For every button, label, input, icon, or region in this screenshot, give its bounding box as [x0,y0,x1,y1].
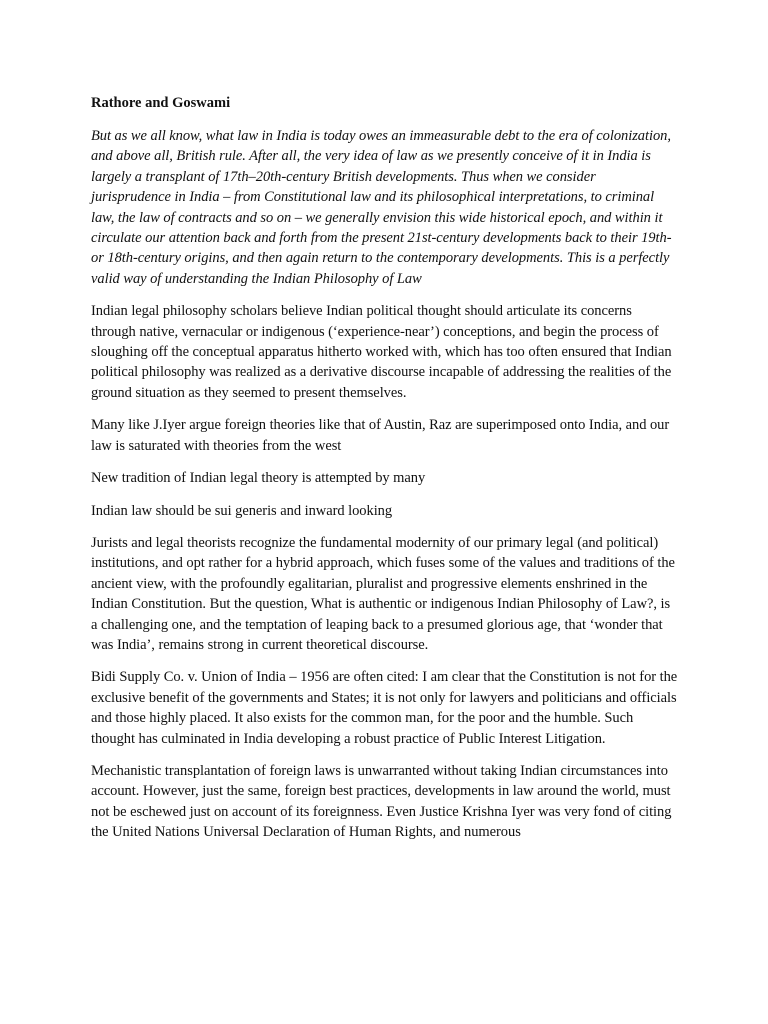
body-paragraph: Many like J.Iyer argue foreign theories like that of Austin, Raz are superimposed onto India, and our law is saturated with theories from the west [91,417,670,454]
document-heading: Rathore and Goswami [91,95,231,111]
body-paragraph: Jurists and legal theorists recognize the fundamental modernity of our primary legal (and political) institutions, and opt rather for a hybrid approach, which fuses some of the values and traditions of the ancient view, with the profoundly egalitarian, pluralist and progressive elements enshrined in the Indian Constitution. But the question, What is authentic or indigenous Indian Philosophy of Law?, is a challenging one, and the temptation of leaping back to a presumed glorious age, that ‘wonder that was India’, remains strong in current theoretical discourse. [91,534,675,653]
body-paragraph: Bidi Supply Co. v. Union of India – 1956 are often cited: I am clear that the Constitution is not for the exclusive benefit of the governments and States; it is not only for lawyers and politicians and officials and those highly placed. It also exists for the common man, for the poor and the humble. Such thought has culminated in India developing a robust practice of Public Interest Litigation. [91,669,678,747]
body-paragraph: Indian legal philosophy scholars believe Indian political thought should articulate its concerns through native, vernacular or indigenous (‘experience-near’) conceptions, and begin the process of sloughing off the conceptual apparatus hitherto worked with, which has too often ensured that Indian political philosophy was realized as a derivative discourse incapable of addressing the realities of the ground situation as they seemed to present themselves. [91,303,672,401]
body-paragraph: New tradition of Indian legal theory is attempted by many [91,470,426,487]
quote-paragraph: But as we all know, what law in India is today owes an immeasurable debt to the era of colonization, and above all, British rule. After all, the very idea of law as we presently conceive of it in India is largely a transplant of 17th–20th-century British developments. Thus when we consider jurisprudence in India – from Constitutional law and its philosophical interpretations, to criminal law, the law of contracts and so on – we generally envision this wide historical epoch, and within it circulate our attention back and forth from the present 21st-century developments back to their 19th- or 18th-century origins, and then again return to the contemporary developments. This is a perfectly valid way of understanding the Indian Philosophy of Law [91,128,672,287]
body-paragraph: Indian law should be sui generis and inward looking [91,502,393,519]
body-paragraph: Mechanistic transplantation of foreign laws is unwarranted without taking Indian circumstances into account. However, just the same, foreign best practices, developments in law around the world, must not be eschewed just on account of its foreignness. Even Justice Krishna Iyer was very fond of citing the United Nations Universal Declaration of Human Rights, and numerous [91,762,672,841]
